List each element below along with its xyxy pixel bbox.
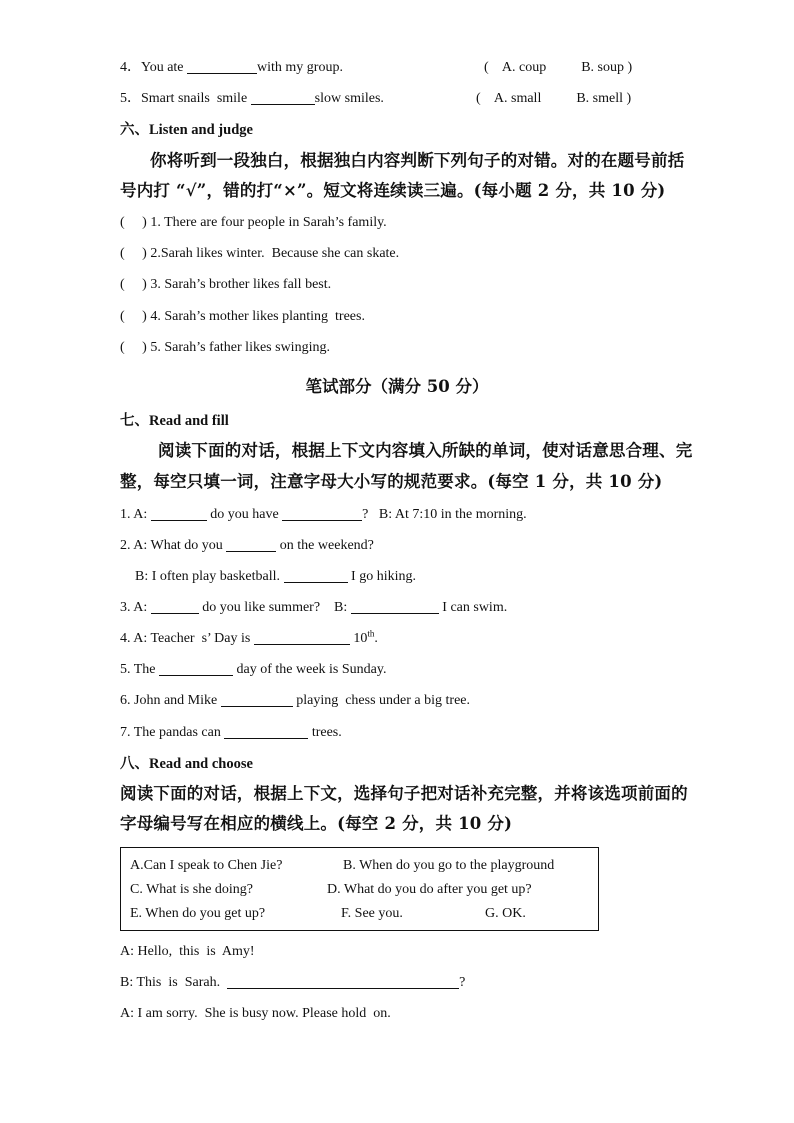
answer-blank[interactable]: [284, 568, 348, 583]
fill-question-6: 6. John and Mike playing chess under a big tree.: [120, 693, 470, 708]
fill-question-2: 2. A: What do you on the weekend?: [120, 538, 374, 553]
option-d: D. What do you do after you get up?: [327, 882, 532, 897]
judge-item-5: ( ) 5. Sarah’s father likes swinging.: [120, 340, 330, 355]
answer-blank[interactable]: [282, 506, 362, 521]
fill-question-3: 3. A: do you like summer? B: I can swim.: [120, 600, 508, 615]
answer-blank[interactable]: [254, 630, 350, 645]
section-7-instruction-line1: 阅读下面的对话，根据上下文内容填入所缺的单词，使对话意思合理、完: [158, 441, 693, 460]
section-7-instruction-line2: 整，每空只填一词，注意字母大小写的规范要求。(每空 1 分，共 10 分): [120, 472, 663, 491]
option-e: E. When do you get up?: [130, 906, 266, 921]
fill-question-7: 7. The pandas can trees.: [120, 725, 342, 740]
question-5-4-options: ( A. coup B. soup ): [484, 60, 633, 75]
section-6-instruction-line1: 你将听到一段独白，根据独白内容判断下列句子的对错。对的在题号前括: [150, 151, 685, 170]
section-6-heading: 六、Listen and judge: [120, 122, 253, 138]
answer-blank[interactable]: [251, 90, 315, 105]
answer-blank[interactable]: [187, 59, 257, 74]
answer-blank[interactable]: [151, 506, 207, 521]
section-6-instruction-line2: 号内打 “√”，错的打“×”。短文将连续读三遍。(每小题 2 分，共 10 分): [120, 181, 666, 200]
answer-blank[interactable]: [226, 537, 276, 552]
section-7-heading: 七、Read and fill: [120, 413, 229, 429]
judge-item-2: ( ) 2.Sarah likes winter. Because she can skate.: [120, 246, 400, 261]
question-5-4: 4．You ate with my group.: [120, 60, 343, 75]
fill-question-2-answer: B: I often play basketball. I go hiking.: [135, 569, 416, 584]
question-5-5-options: ( A. small B. smell ): [476, 91, 632, 106]
answer-blank[interactable]: [221, 692, 293, 707]
written-part-title: 笔试部分（满分 50 分）: [305, 377, 489, 396]
dialog-line-3: A: I am sorry. She is busy now. Please hold on.: [120, 1006, 391, 1021]
fill-question-5: 5. The day of the week is Sunday.: [120, 662, 387, 677]
judge-item-3: ( ) 3. Sarah’s brother likes fall best.: [120, 277, 332, 292]
option-a: A.Can I speak to Chen Jie?: [130, 858, 283, 873]
question-5-5: 5．Smart snails smile slow smiles.: [120, 91, 384, 106]
section-8-instruction-line2: 字母编号写在相应的横线上。(每空 2 分，共 10 分): [120, 814, 513, 833]
answer-blank[interactable]: [159, 661, 233, 676]
answer-blank[interactable]: [351, 599, 439, 614]
option-b: B. When do you go to the playground: [343, 858, 555, 873]
judge-item-1: ( ) 1. There are four people in Sarah’s family.: [120, 215, 387, 230]
answer-blank[interactable]: [224, 724, 308, 739]
fill-question-4: 4. A: Teacher s’ Day is 10th.: [120, 628, 378, 646]
judge-item-4: ( ) 4. Sarah’s mother likes planting trees.: [120, 309, 365, 324]
answer-blank[interactable]: [151, 599, 199, 614]
option-g: G. OK.: [485, 906, 526, 921]
option-c: C. What is she doing?: [130, 882, 254, 897]
answer-blank[interactable]: [227, 974, 459, 989]
dialog-line-2: B: This is Sarah. ?: [120, 975, 466, 990]
section-8-instruction-line1: 阅读下面的对话，根据上下文，选择句子把对话补充完整，并将该选项前面的: [120, 784, 688, 803]
fill-question-1: 1. A: do you have ? B: At 7:10 in the morning.: [120, 507, 527, 522]
dialog-line-1: A: Hello, this is Amy!: [120, 944, 255, 959]
section-8-heading: 八、Read and choose: [120, 756, 253, 772]
options-box: [120, 847, 599, 931]
option-f: F. See you.: [341, 906, 403, 921]
